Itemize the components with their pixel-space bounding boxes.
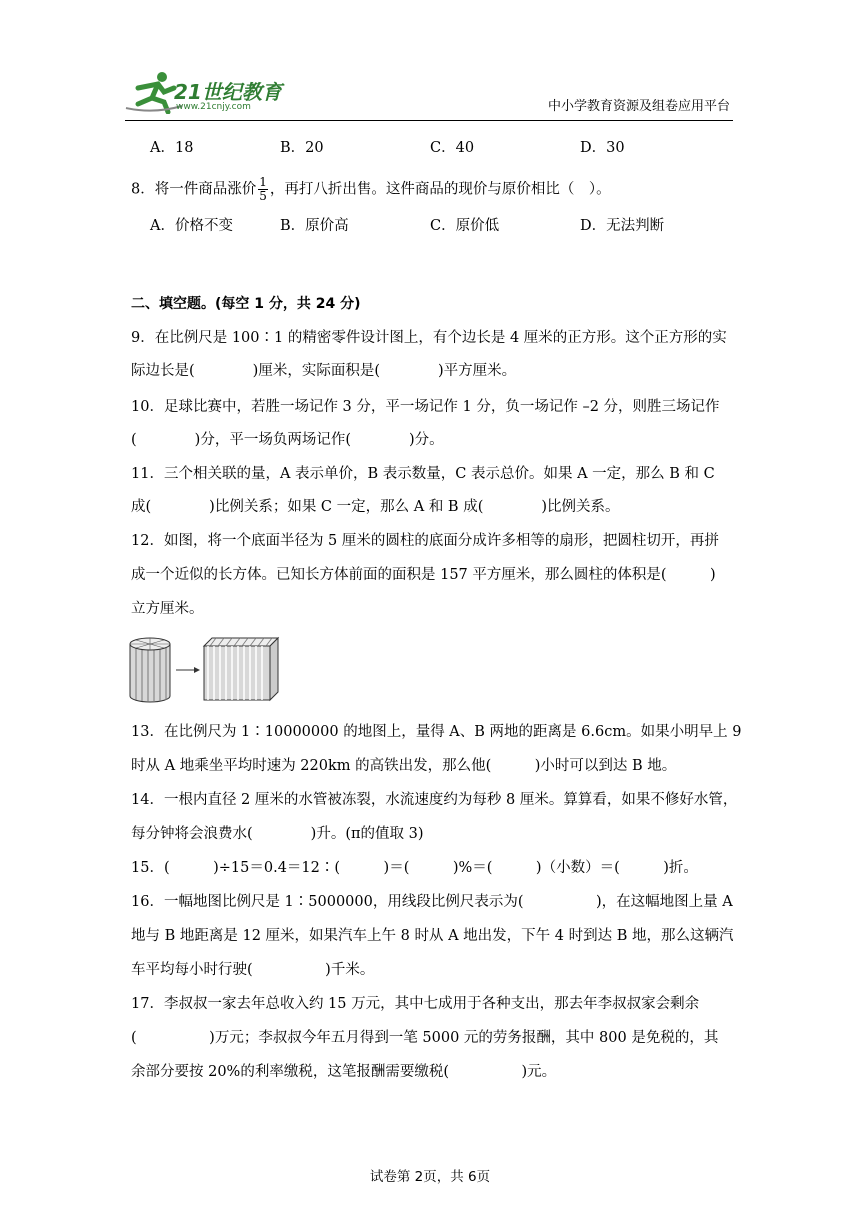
arrow-right-icon <box>176 667 200 673</box>
header-divider <box>125 120 733 121</box>
q17-line-1: 17．李叔叔一家去年总收入约 15 万元，其中七成用于各种支出，那去年李叔叔家会剩余 <box>131 996 700 1012</box>
section-title: 二、填空题。(每空 1 分，共 24 分) <box>131 296 361 312</box>
q14-line-1: 14．一根内直径 2 厘米的水管被冻裂，水流速度约为每秒 8 厘米。算算看，如果不修好水管， <box>131 792 738 808</box>
q8-option-d: D．无法判断 <box>580 218 665 234</box>
q12-line-3: 立方厘米。 <box>131 601 204 617</box>
cylinder-to-cuboid-figure <box>128 634 280 704</box>
q8-stem: 8．将一件商品涨价 $\frac{1}{5}$ ，再打八折出售。这件商品的现价与原价相比（ ）。 <box>131 175 611 203</box>
q7-option-a: A．18 <box>150 140 194 156</box>
q11-line-1: 11．三个相关联的量，A 表示单价，B 表示数量，C 表示总价。如果 A 一定，那么 B 和 C <box>131 466 715 482</box>
cylinder-icon <box>130 638 170 702</box>
logo-text: 21世纪教育 <box>174 80 282 104</box>
fraction: $\frac{1}{5}$ <box>259 175 267 203</box>
q8-option-c: C．原价低 <box>430 218 500 234</box>
q14-line-2: 每分钟将会浪费水( )升。(π的值取 3) <box>131 826 424 842</box>
q16-line-2: 地与 B 地距离是 12 厘米，如果汽车上午 8 时从 A 地出发，下午 4 时到达 B 地，那么这辆汽 <box>131 928 734 944</box>
logo <box>124 68 294 118</box>
q7-option-c: C．40 <box>430 140 475 156</box>
q12-line-1: 12．如图，将一个底面半径为 5 厘米的圆柱的底面分成许多相等的扇形，把圆柱切开，再拼 <box>131 533 719 549</box>
q9-line-1: 9．在比例尺是 100∶1 的精密零件设计图上，有个边长是 4 厘米的正方形。这个正方形的实 <box>131 330 727 346</box>
q16-line-1: 16．一幅地图比例尺是 1∶5000000，用线段比例尺表示为( )，在这幅地图上量 A <box>131 894 733 910</box>
q10-line-1: 10．足球比赛中，若胜一场记作 3 分，平一场记作 1 分，负一场记作 –2 分，则胜三场记作 <box>131 399 720 415</box>
q17-line-2: ( )万元；李叔叔今年五月得到一笔 5000 元的劳务报酬，其中 800 是免税的，其 <box>131 1030 719 1046</box>
q17-line-3: 余部分要按 20%的利率缴税，这笔报酬需要缴税( )元。 <box>131 1064 557 1080</box>
q13-line-1: 13．在比例尺为 1∶10000000 的地图上，量得 A、B 两地的距离是 6.6cm。如果小明早上 9 <box>131 724 742 740</box>
q13-line-2: 时从 A 地乘坐平均时速为 220km 的高铁出发，那么他( )小时可以到达 B 地。 <box>131 758 677 774</box>
q16-line-3: 车平均每小时行驶( )千米。 <box>131 962 375 978</box>
q15-line-1: 15．( )÷15＝0.4＝12∶( )＝( )%＝( )（小数）＝( )折。 <box>131 860 698 876</box>
q8-option-b: B．原价高 <box>280 218 349 234</box>
q11-line-2: 成( )比例关系；如果 C 一定，那么 A 和 B 成( )比例关系。 <box>131 499 620 515</box>
cuboid-icon <box>204 638 278 700</box>
q9-line-2: 际边长是( )厘米，实际面积是( )平方厘米。 <box>131 363 517 379</box>
q12-line-2: 成一个近似的长方体。已知长方体前面的面积是 157 平方厘米，那么圆柱的体积是( ) <box>131 567 716 583</box>
page-footer: 试卷第 2页，共 6页 <box>369 1169 491 1185</box>
q7-option-d: D．30 <box>580 140 625 156</box>
q8-option-a: A．价格不变 <box>150 218 233 234</box>
logo-url: www.21cnjy.com <box>176 102 251 112</box>
platform-text: 中小学教育资源及组卷应用平台 <box>548 99 731 114</box>
q7-option-b: B．20 <box>280 140 324 156</box>
q10-line-2: ( )分，平一场负两场记作( )分。 <box>131 432 444 448</box>
